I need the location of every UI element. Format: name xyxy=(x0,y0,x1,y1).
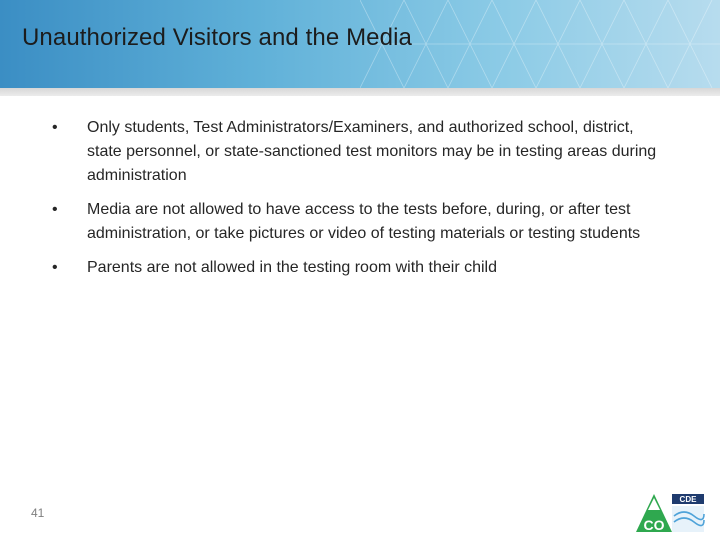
slide-title: Unauthorized Visitors and the Media xyxy=(22,24,412,51)
logo-cde-text: CDE xyxy=(679,495,697,504)
bullet-item xyxy=(52,198,672,246)
bullet-marker: • xyxy=(52,201,58,218)
bullet-marker: • xyxy=(52,259,58,276)
bullet-text: Parents are not allowed in the testing room with their child xyxy=(87,259,497,276)
bullet-marker: • xyxy=(52,119,58,136)
bullet-item xyxy=(52,116,672,188)
header-divider xyxy=(0,88,720,96)
header-pattern xyxy=(360,0,720,88)
bullet-item xyxy=(52,256,672,280)
slide-header xyxy=(0,0,720,88)
logo-co-text: CO xyxy=(643,517,665,533)
bullet-text: Media are not allowed to have access to the tests before, during, or after test administration, or take pictures or video of testing materials or testing students xyxy=(87,201,641,242)
colorado-cde-logo-icon xyxy=(634,490,708,534)
bullet-text: Only students, Test Administrators/Examiners, and authorized school, district, state personnel, or state-sanctioned test monitors may be in testing areas during administration xyxy=(87,119,657,184)
bullet-list xyxy=(52,116,672,290)
page-number: 41 xyxy=(31,506,45,520)
